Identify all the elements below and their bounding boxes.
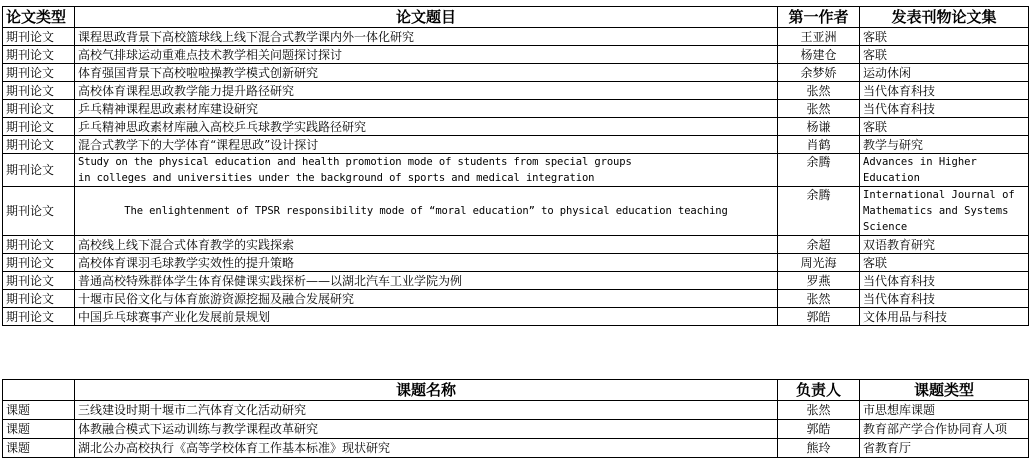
table-row (3, 118, 1029, 136)
paper-author: 张然 (778, 82, 860, 100)
paper-type: 期刊论文 (3, 46, 75, 64)
paper-author: 杨建仓 (778, 46, 860, 64)
paper-journal: 文体用品与科技 (860, 308, 1029, 326)
paper-type: 期刊论文 (3, 290, 75, 308)
paper-author: 余梦娇 (778, 64, 860, 82)
table-row (3, 64, 1029, 82)
paper-type: 期刊论文 (3, 82, 75, 100)
table-row (3, 439, 1029, 458)
header-author: 第一作者 (778, 7, 860, 28)
project-category: 市思想库课题 (860, 401, 1029, 420)
paper-title-line: Study on the physical education and health promotion mode of students from special groups (78, 156, 632, 168)
paper-type: 期刊论文 (3, 236, 75, 254)
paper-title: 高校气排球运动重难点技术教学相关问题探讨探讨 (75, 46, 778, 64)
project-leader: 郭皓 (778, 420, 860, 439)
paper-author: 余超 (778, 236, 860, 254)
paper-author: 余腾 (778, 154, 860, 187)
paper-author: 杨谦 (778, 118, 860, 136)
paper-title: The enlightenment of TPSR responsibility mode of “moral education” to physical education teaching (75, 187, 778, 236)
paper-title: 课程思政背景下高校篮球线上线下混合式教学课内外一体化研究 (75, 28, 778, 46)
project-name: 体教融合模式下运动训练与教学课程改革研究 (75, 420, 778, 439)
header-name: 课题名称 (75, 380, 778, 401)
table-row (3, 290, 1029, 308)
projects-table (2, 379, 1029, 458)
project-leader: 张然 (778, 401, 860, 420)
paper-title: 十堰市民俗文化与体育旅游资源挖掘及融合发展研究 (75, 290, 778, 308)
table-row (3, 154, 1029, 187)
header-journal: 发表刊物论文集 (860, 7, 1029, 28)
table-row (3, 28, 1029, 46)
paper-journal: 客联 (860, 254, 1029, 272)
paper-type: 期刊论文 (3, 154, 75, 187)
table-row (3, 82, 1029, 100)
project-type: 课题 (3, 401, 75, 420)
paper-type: 期刊论文 (3, 187, 75, 236)
header-category: 课题类型 (860, 380, 1029, 401)
table-row (3, 254, 1029, 272)
paper-journal: 双语教育研究 (860, 236, 1029, 254)
paper-author: 余腾 (778, 187, 860, 236)
paper-title: 中国乒乓球赛事产业化发展前景规划 (75, 308, 778, 326)
paper-journal: 当代体育科技 (860, 290, 1029, 308)
paper-title (75, 154, 778, 187)
project-type: 课题 (3, 420, 75, 439)
project-type: 课题 (3, 439, 75, 458)
paper-author: 郭皓 (778, 308, 860, 326)
header-type: 论文类型 (3, 7, 75, 28)
table-row (3, 420, 1029, 439)
paper-journal: 运动休闲 (860, 64, 1029, 82)
paper-journal: International Journal of Mathematics and Systems Science (860, 187, 1029, 236)
paper-author: 肖鹤 (778, 136, 860, 154)
paper-title: 乒乓精神思政素材库融入高校乒乓球教学实践路径研究 (75, 118, 778, 136)
paper-author: 周光海 (778, 254, 860, 272)
paper-title: 混合式教学下的大学体育“课程思政”设计探讨 (75, 136, 778, 154)
papers-header-row (3, 7, 1029, 28)
project-name: 湖北公办高校执行《高等学校体育工作基本标准》现状研究 (75, 439, 778, 458)
paper-type: 期刊论文 (3, 308, 75, 326)
table-row (3, 136, 1029, 154)
table-row (3, 187, 1029, 236)
paper-journal: 客联 (860, 46, 1029, 64)
header-leader: 负责人 (778, 380, 860, 401)
paper-author: 王亚洲 (778, 28, 860, 46)
paper-journal: 客联 (860, 28, 1029, 46)
paper-type: 期刊论文 (3, 64, 75, 82)
paper-type: 期刊论文 (3, 118, 75, 136)
paper-type: 期刊论文 (3, 254, 75, 272)
table-row (3, 100, 1029, 118)
project-leader: 熊玲 (778, 439, 860, 458)
projects-header-row (3, 380, 1029, 401)
paper-type: 期刊论文 (3, 272, 75, 290)
paper-title: 乒乓精神课程思政素材库建设研究 (75, 100, 778, 118)
table-row (3, 46, 1029, 64)
paper-journal: 当代体育科技 (860, 100, 1029, 118)
paper-author: 张然 (778, 100, 860, 118)
paper-journal: 当代体育科技 (860, 82, 1029, 100)
table-row (3, 308, 1029, 326)
header-type (3, 380, 75, 401)
header-title: 论文题目 (75, 7, 778, 28)
paper-journal: Advances in Higher Education (860, 154, 1029, 187)
paper-author: 张然 (778, 290, 860, 308)
paper-journal: 当代体育科技 (860, 272, 1029, 290)
table-row (3, 401, 1029, 420)
paper-title: 高校体育课羽毛球教学实效性的提升策略 (75, 254, 778, 272)
paper-title: 高校线上线下混合式体育教学的实践探索 (75, 236, 778, 254)
paper-journal: 教学与研究 (860, 136, 1029, 154)
paper-title: 体育强国背景下高校啦啦操教学模式创新研究 (75, 64, 778, 82)
paper-title: 普通高校特殊群体学生体育保健课实践探析——以湖北汽车工业学院为例 (75, 272, 778, 290)
paper-journal: 客联 (860, 118, 1029, 136)
paper-type: 期刊论文 (3, 100, 75, 118)
project-name: 三线建设时期十堰市二汽体育文化活动研究 (75, 401, 778, 420)
table-row (3, 272, 1029, 290)
papers-table (2, 6, 1029, 326)
paper-title: 高校体育课程思政教学能力提升路径研究 (75, 82, 778, 100)
table-row (3, 236, 1029, 254)
paper-type: 期刊论文 (3, 136, 75, 154)
paper-type: 期刊论文 (3, 28, 75, 46)
project-category: 省教育厅 (860, 439, 1029, 458)
project-category: 教育部产学合作协同育人项 (860, 420, 1029, 439)
paper-author: 罗燕 (778, 272, 860, 290)
paper-title-line: in colleges and universities under the background of sports and medical integration (78, 172, 595, 184)
